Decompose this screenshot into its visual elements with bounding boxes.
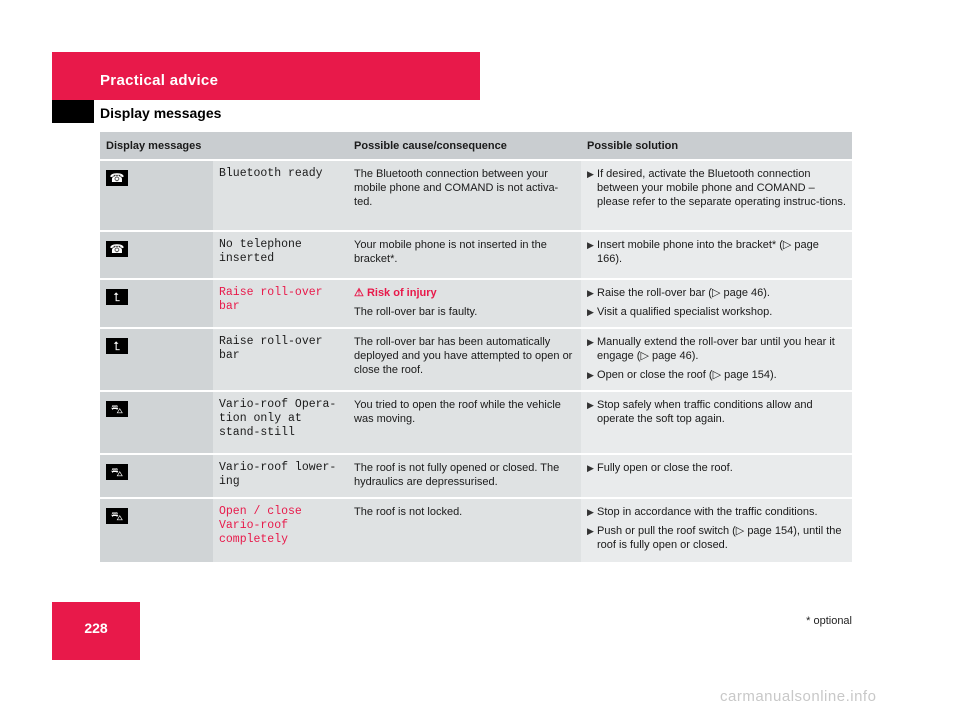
cause-cell	[348, 279, 581, 328]
solution-step	[587, 167, 846, 209]
step-arrow-icon: ▶	[587, 507, 594, 517]
page-number: 228	[84, 620, 108, 636]
cause-text: The roof is not locked.	[354, 506, 463, 518]
phone-hangup-icon: ☎	[106, 170, 128, 186]
header-display-messages: Display messages	[100, 132, 348, 160]
solution-step	[587, 238, 846, 266]
warning-triangle-icon: ⚠	[354, 287, 367, 299]
solution-cell	[581, 231, 852, 279]
rollover-bar-icon: ⮤	[106, 289, 128, 305]
solution-step-text: Open or close the roof (▷ page 154).	[597, 369, 777, 381]
footnote-optional: * optional	[806, 615, 852, 627]
table-row	[100, 328, 852, 391]
row-icon-cell	[100, 498, 213, 562]
display-message-text: Bluetooth ready	[213, 160, 348, 231]
solution-cell	[581, 498, 852, 562]
step-arrow-icon: ▶	[587, 288, 594, 298]
solution-cell	[581, 279, 852, 328]
display-message-text: Open / close Vario-roof completely	[213, 498, 348, 562]
step-arrow-icon: ▶	[587, 169, 594, 179]
row-icon-cell	[100, 454, 213, 498]
cause-cell	[348, 328, 581, 391]
solution-step-text: Push or pull the roof switch (▷ page 154), until the roof is fully open or closed.	[597, 525, 842, 551]
display-message-text: Raise roll-over bar	[213, 279, 348, 328]
solution-step	[587, 461, 846, 475]
cause-cell	[348, 391, 581, 454]
display-message-text: Vario-roof Opera-tion only at stand-still	[213, 391, 348, 454]
convertible-roof-icon: ⛍	[106, 401, 128, 417]
cause-cell	[348, 498, 581, 562]
solution-step	[587, 505, 846, 519]
solution-step	[587, 286, 846, 300]
cause-text: The roof is not fully opened or closed. The hydraulics are depressurised.	[354, 462, 560, 488]
section-title: Practical advice	[100, 72, 219, 89]
rollover-bar-icon: ⮤	[106, 338, 128, 354]
cause-cell	[348, 231, 581, 279]
table-row	[100, 160, 852, 231]
table-row	[100, 498, 852, 562]
convertible-roof-icon: ⛍	[106, 508, 128, 524]
step-arrow-icon: ▶	[587, 526, 594, 536]
cause-text: The Bluetooth connection between your mobile phone and COMAND is not activa-ted.	[354, 168, 559, 208]
solution-step-text: Stop in accordance with the traffic conditions.	[597, 506, 818, 518]
subsection-marker	[52, 100, 94, 123]
display-message-text: No telephone inserted	[213, 231, 348, 279]
subsection-title: Display messages	[100, 105, 222, 121]
row-icon-cell	[100, 231, 213, 279]
solution-step-text: Insert mobile phone into the bracket* (▷ page 166).	[597, 239, 819, 265]
header-possible-cause: Possible cause/consequence	[348, 132, 581, 160]
table-row	[100, 279, 852, 328]
step-arrow-icon: ▶	[587, 240, 594, 250]
phone-hangup-icon: ☎	[106, 241, 128, 257]
solution-step	[587, 398, 846, 426]
cause-text: You tried to open the roof while the vehicle was moving.	[354, 399, 561, 425]
row-icon-cell	[100, 279, 213, 328]
step-arrow-icon: ▶	[587, 307, 594, 317]
solution-step	[587, 524, 846, 552]
solution-cell	[581, 391, 852, 454]
table-row	[100, 454, 852, 498]
solution-step-text: Stop safely when traffic conditions allow and operate the soft top again.	[597, 399, 813, 425]
solution-cell	[581, 160, 852, 231]
display-messages-table	[100, 132, 852, 562]
solution-step	[587, 368, 846, 382]
step-arrow-icon: ▶	[587, 337, 594, 347]
display-message-text: Vario-roof lower-ing	[213, 454, 348, 498]
solution-step	[587, 305, 846, 319]
header-possible-solution: Possible solution	[581, 132, 852, 160]
row-icon-cell	[100, 160, 213, 231]
solution-step-text: Manually extend the roll-over bar until you hear it engage (▷ page 46).	[597, 336, 835, 362]
solution-step-text: Visit a qualified specialist workshop.	[597, 306, 773, 318]
solution-step-text: Fully open or close the roof.	[597, 462, 733, 474]
step-arrow-icon: ▶	[587, 463, 594, 473]
row-icon-cell	[100, 391, 213, 454]
table-header-row	[100, 132, 852, 160]
solution-step-text: If desired, activate the Bluetooth connection between your mobile phone and COMAND – please refer to the separate operating instruc-tions.	[597, 168, 846, 208]
solution-step-text: Raise the roll-over bar (▷ page 46).	[597, 287, 770, 299]
solution-step	[587, 335, 846, 363]
risk-warning-label: Risk of injury	[366, 287, 437, 299]
row-icon-cell	[100, 328, 213, 391]
cause-cell	[348, 160, 581, 231]
step-arrow-icon: ▶	[587, 370, 594, 380]
solution-cell	[581, 328, 852, 391]
cause-text: The roll-over bar has been automatically deployed and you have attempted to open or close the roof.	[354, 336, 573, 376]
convertible-roof-icon: ⛍	[106, 464, 128, 480]
solution-cell	[581, 454, 852, 498]
cause-text: Your mobile phone is not inserted in the bracket*.	[354, 239, 547, 265]
table-row	[100, 391, 852, 454]
cause-cell	[348, 454, 581, 498]
cause-text: The roll-over bar is faulty.	[354, 306, 478, 318]
display-message-text: Raise roll-over bar	[213, 328, 348, 391]
table-row	[100, 231, 852, 279]
risk-warning	[354, 286, 575, 300]
watermark: carmanualsonline.info	[720, 688, 877, 705]
step-arrow-icon: ▶	[587, 400, 594, 410]
